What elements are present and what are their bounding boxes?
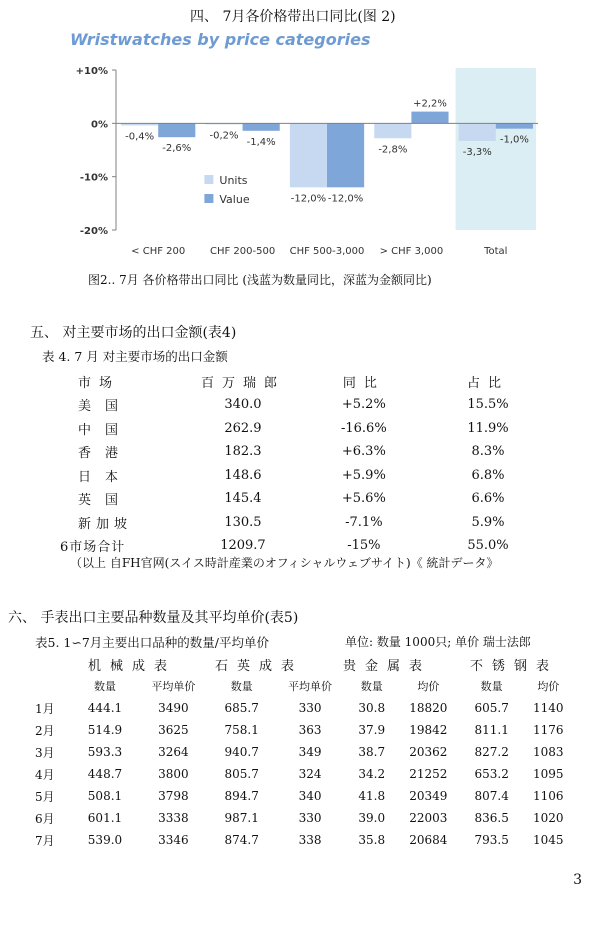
market-value: 145.4 bbox=[224, 491, 262, 507]
market-value: 262.9 bbox=[224, 420, 262, 436]
table-4-header-row bbox=[60, 370, 550, 393]
cell: 39.0 bbox=[358, 811, 386, 825]
data-label: -0,2% bbox=[209, 130, 239, 142]
cell: 3798 bbox=[158, 789, 189, 803]
table-5-caption: 表5. 1∽7月主要出口品种的数量/平均单价 bbox=[35, 635, 269, 650]
cell: 448.7 bbox=[87, 767, 123, 781]
market-yoy: -16.6% bbox=[340, 420, 387, 436]
table-row bbox=[60, 440, 550, 464]
y-tick-label: -20% bbox=[79, 226, 108, 237]
market-name: 日本 bbox=[78, 469, 133, 485]
data-label: +2,2% bbox=[413, 98, 447, 110]
table-row bbox=[60, 511, 550, 535]
group-mechanical: 机械成表 bbox=[88, 659, 177, 674]
cell: 349 bbox=[298, 745, 322, 759]
legend-swatch bbox=[204, 194, 213, 203]
market-value: 1209.7 bbox=[220, 538, 266, 554]
table-5-subheader-row bbox=[35, 675, 575, 697]
market-share: 8.3% bbox=[471, 444, 505, 460]
group-stainless: 不锈钢表 bbox=[470, 659, 559, 674]
header-share: 占比 bbox=[466, 376, 509, 391]
bar-value bbox=[496, 123, 533, 128]
y-tick-label: 0% bbox=[91, 119, 108, 131]
cell: 22003 bbox=[409, 811, 448, 825]
table-row bbox=[35, 763, 575, 785]
market-name: 6市场合计 bbox=[60, 540, 126, 556]
table-row bbox=[60, 417, 550, 441]
month: 2月 bbox=[35, 723, 55, 738]
cell: 3625 bbox=[158, 723, 189, 737]
cell: 805.7 bbox=[224, 767, 259, 781]
data-label: -1,0% bbox=[499, 134, 529, 146]
cell: 793.5 bbox=[474, 833, 509, 847]
x-tick-label: CHF 500-3,000 bbox=[289, 246, 365, 257]
cell: 30.8 bbox=[358, 701, 386, 715]
subheader: 数量 bbox=[360, 680, 383, 693]
cell: 514.9 bbox=[87, 723, 123, 737]
subheader: 数量 bbox=[230, 680, 253, 693]
legend-label: Units bbox=[219, 174, 248, 187]
table-row bbox=[35, 785, 575, 807]
table-4 bbox=[60, 370, 550, 558]
month: 4月 bbox=[35, 767, 55, 782]
cell: 20684 bbox=[409, 833, 448, 847]
cell: 3346 bbox=[158, 833, 189, 847]
cell: 340 bbox=[298, 789, 322, 803]
cell: 338 bbox=[298, 833, 322, 847]
table-5 bbox=[35, 675, 575, 851]
header-market: 市场 bbox=[78, 376, 121, 391]
cell: 827.2 bbox=[474, 745, 509, 759]
chart-title: Wristwatches by price categories bbox=[70, 30, 371, 49]
market-name: 新加坡 bbox=[78, 516, 133, 532]
chart-svg bbox=[60, 30, 550, 270]
bar-units bbox=[290, 123, 327, 187]
table-row bbox=[60, 464, 550, 488]
data-label: -2,8% bbox=[378, 144, 408, 156]
price-category-chart bbox=[60, 30, 550, 270]
table-5-unit-note: 单位: 数量 1000只; 单价 瑞士法郎 bbox=[345, 635, 531, 649]
subheader: 均价 bbox=[417, 680, 440, 693]
market-yoy: +5.2% bbox=[341, 397, 386, 413]
section-6-title: 六、 手表出口主要品种数量及其平均单价(表5) bbox=[8, 610, 299, 626]
cell: 1106 bbox=[533, 789, 564, 803]
data-label: -0,4% bbox=[125, 131, 155, 143]
y-tick-label: -10% bbox=[79, 172, 108, 184]
subheader: 均价 bbox=[537, 680, 560, 693]
table-row bbox=[35, 741, 575, 763]
month: 1月 bbox=[35, 701, 55, 716]
subheader: 数量 bbox=[480, 680, 503, 693]
x-tick-label: CHF 200-500 bbox=[209, 246, 276, 257]
cell: 41.8 bbox=[358, 789, 386, 803]
cell: 874.7 bbox=[224, 833, 259, 847]
cell: 20349 bbox=[409, 789, 448, 803]
subheader: 数量 bbox=[93, 680, 116, 693]
cell: 34.2 bbox=[358, 767, 386, 781]
cell: 1083 bbox=[533, 745, 564, 759]
cell: 330 bbox=[298, 811, 322, 825]
page-number: 3 bbox=[573, 872, 582, 888]
x-tick-label: < CHF 200 bbox=[131, 246, 186, 257]
cell: 21252 bbox=[409, 767, 448, 781]
market-share: 6.6% bbox=[471, 491, 505, 507]
cell: 18820 bbox=[409, 701, 448, 715]
cell: 653.2 bbox=[474, 767, 509, 781]
cell: 1045 bbox=[533, 833, 564, 847]
table-row bbox=[60, 487, 550, 511]
legend-label: Value bbox=[219, 193, 250, 206]
bar-units bbox=[459, 123, 496, 141]
x-tick-label: > CHF 3,000 bbox=[379, 246, 444, 257]
data-label: -2,6% bbox=[162, 143, 192, 155]
cell: 836.5 bbox=[474, 811, 509, 825]
cell: 330 bbox=[298, 701, 322, 715]
cell: 38.7 bbox=[358, 745, 386, 759]
data-source-note: （以上 自FH官网(スイス時計産業のオフィシャルウェブサイト)《 統計データ》 bbox=[70, 556, 499, 570]
cell: 807.4 bbox=[474, 789, 509, 803]
data-label: -1,4% bbox=[246, 136, 276, 148]
bar-value bbox=[243, 123, 280, 130]
cell: 940.7 bbox=[224, 745, 259, 759]
cell: 811.1 bbox=[474, 723, 509, 737]
table-row bbox=[35, 697, 575, 719]
cell: 1140 bbox=[533, 701, 564, 715]
market-share: 5.9% bbox=[471, 514, 505, 530]
table-row bbox=[35, 807, 575, 829]
group-precious-metal: 贵金属表 bbox=[343, 659, 432, 674]
cell: 508.1 bbox=[87, 789, 123, 803]
bar-value bbox=[158, 123, 195, 137]
market-value: 148.6 bbox=[224, 467, 262, 483]
month: 6月 bbox=[35, 811, 55, 826]
market-value: 340.0 bbox=[224, 397, 262, 413]
cell: 758.1 bbox=[224, 723, 259, 737]
cell: 605.7 bbox=[474, 701, 509, 715]
market-yoy: +6.3% bbox=[341, 444, 386, 460]
x-tick-label: Total bbox=[484, 246, 508, 257]
month: 7月 bbox=[35, 833, 55, 848]
section-5-title: 五、 对主要市场的出口金额(表4) bbox=[30, 325, 237, 341]
data-label: -3,3% bbox=[462, 146, 492, 158]
data-label: -12,0% bbox=[327, 193, 364, 205]
market-name: 香港 bbox=[78, 446, 133, 462]
header-value: 百万瑞郎 bbox=[200, 376, 285, 391]
cell: 539.0 bbox=[87, 833, 123, 847]
cell: 1020 bbox=[533, 811, 564, 825]
subheader: 平均单价 bbox=[151, 680, 196, 693]
cell: 3490 bbox=[158, 701, 189, 715]
month: 3月 bbox=[35, 745, 55, 760]
bar-value bbox=[411, 112, 448, 124]
y-tick-label: +10% bbox=[75, 66, 108, 77]
bar-value bbox=[327, 123, 364, 187]
legend-swatch bbox=[204, 175, 213, 184]
subheader: 平均单价 bbox=[288, 680, 333, 693]
cell: 19842 bbox=[409, 723, 448, 737]
month-header bbox=[35, 675, 75, 697]
market-share: 15.5% bbox=[467, 397, 509, 413]
cell: 20362 bbox=[409, 745, 448, 759]
cell: 444.1 bbox=[87, 701, 123, 715]
market-name: 中国 bbox=[78, 422, 133, 438]
market-share: 11.9% bbox=[467, 420, 509, 436]
data-label: -12,0% bbox=[290, 193, 327, 205]
cell: 37.9 bbox=[358, 723, 386, 737]
cell: 685.7 bbox=[224, 701, 259, 715]
market-share: 6.8% bbox=[471, 467, 505, 483]
cell: 35.8 bbox=[358, 833, 386, 847]
cell: 1176 bbox=[533, 723, 564, 737]
figure-2-caption: 图2.. 7月 各价格带出口同比 (浅蓝为数量同比，深蓝为金额同比) bbox=[88, 273, 432, 287]
cell: 3800 bbox=[158, 767, 189, 781]
cell: 593.3 bbox=[87, 745, 123, 759]
header-yoy: 同比 bbox=[342, 376, 385, 391]
market-value: 130.5 bbox=[224, 514, 262, 530]
table-row bbox=[60, 393, 550, 417]
section-4-title: 四、 7月各价格带出口同比(图 2) bbox=[190, 9, 396, 25]
cell: 1095 bbox=[533, 767, 564, 781]
table-row bbox=[35, 829, 575, 851]
market-yoy: +5.9% bbox=[341, 467, 386, 483]
cell: 363 bbox=[298, 723, 322, 737]
market-value: 182.3 bbox=[224, 444, 262, 460]
table-row bbox=[35, 719, 575, 741]
market-share: 55.0% bbox=[467, 538, 509, 554]
market-name: 美国 bbox=[78, 399, 133, 415]
bar-units bbox=[374, 123, 411, 138]
cell: 3338 bbox=[158, 811, 189, 825]
group-quartz: 石英成表 bbox=[215, 659, 304, 674]
cell: 987.1 bbox=[224, 811, 259, 825]
market-yoy: +5.6% bbox=[341, 491, 386, 507]
month: 5月 bbox=[35, 789, 55, 804]
cell: 3264 bbox=[158, 745, 189, 759]
table-4-caption: 表 4. 7 月 对主要市场的出口金额 bbox=[42, 349, 228, 364]
market-yoy: -7.1% bbox=[345, 514, 383, 530]
cell: 601.1 bbox=[87, 811, 123, 825]
market-name: 英国 bbox=[78, 493, 133, 509]
cell: 324 bbox=[298, 767, 322, 781]
cell: 894.7 bbox=[224, 789, 259, 803]
market-yoy: -15% bbox=[347, 538, 381, 554]
